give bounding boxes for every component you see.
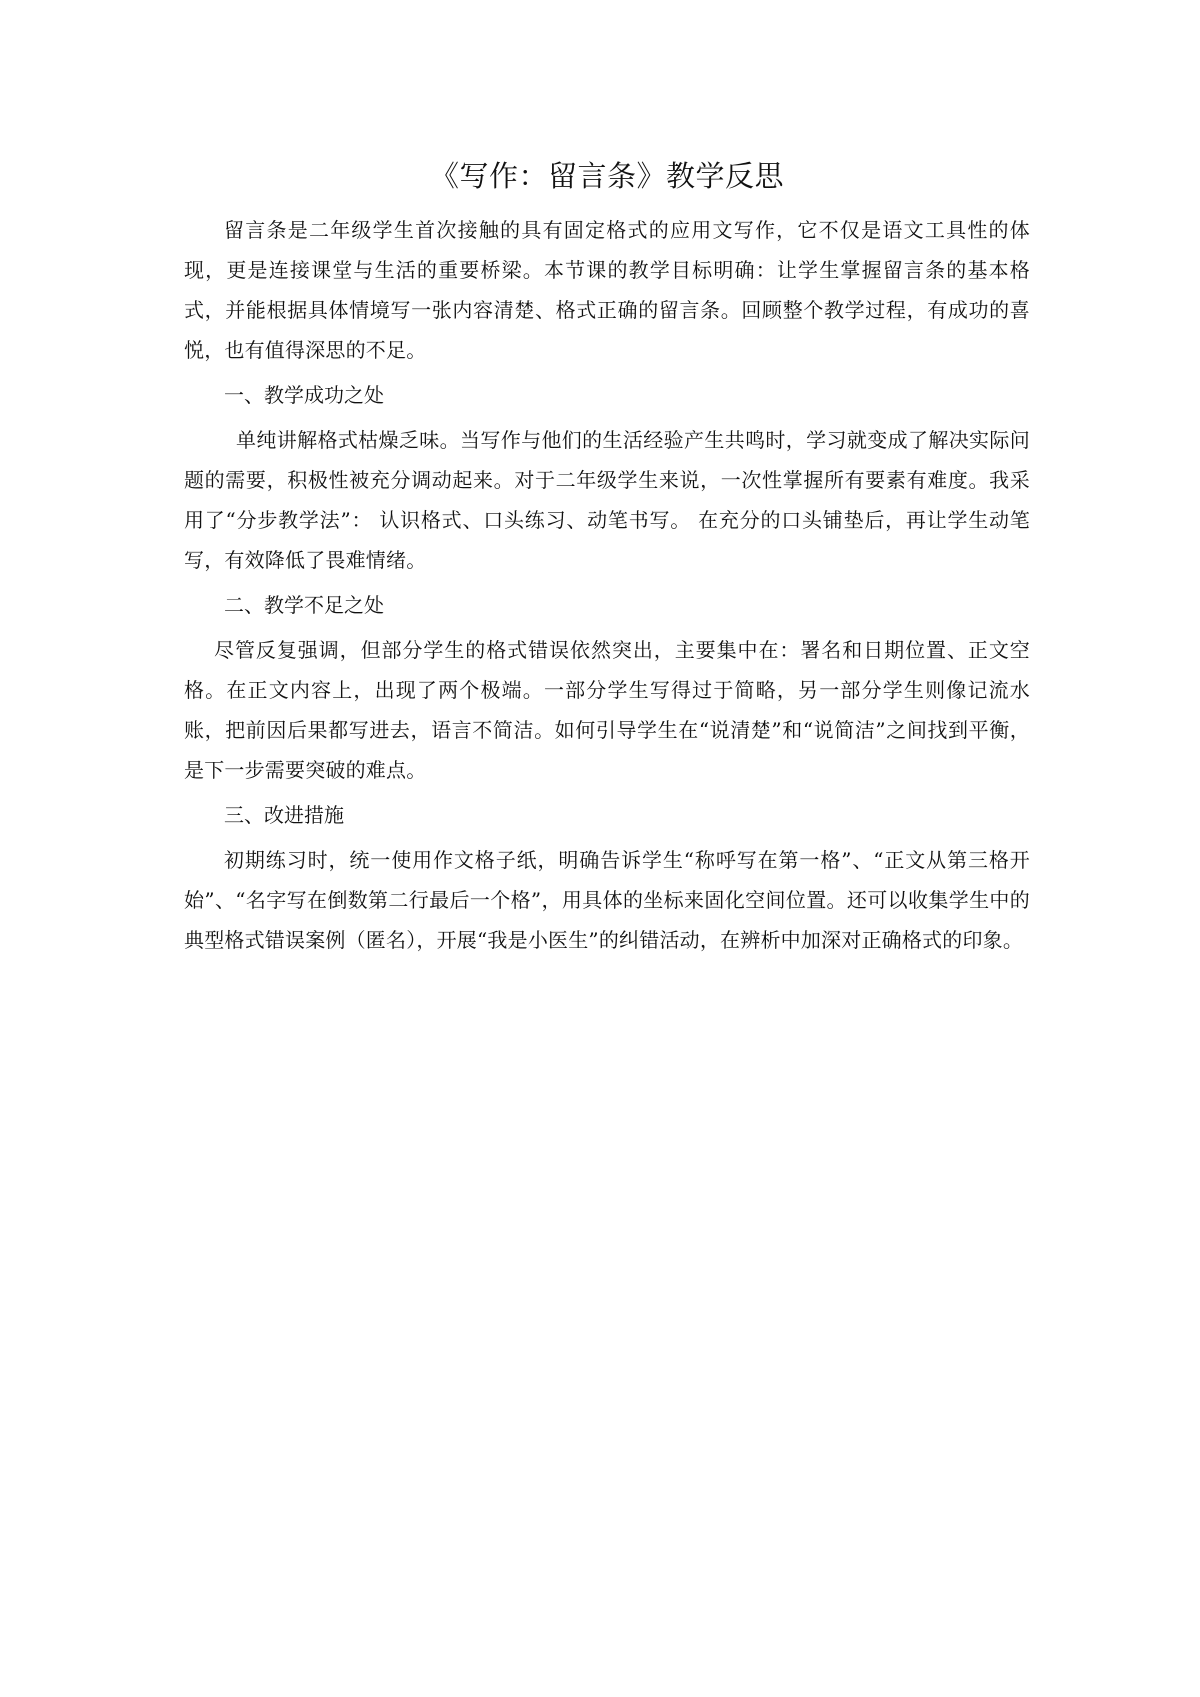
- section-heading-shortcomings: 二、教学不足之处: [224, 593, 384, 617]
- intro-paragraph: 留言条是二年级学生首次接触的具有固定格式的应用文写作，它不仅是语文工具性的体现，更是连接课堂与生活的重要桥梁。本节课的教学目标明确：让学生掌握留言条的基本格式，并能根据具体情境写一张内容清楚、格式正确的留言条。回顾整个教学过程，有成功的喜悦，也有值得深思的不足。: [184, 218, 1030, 362]
- section-heading-success: 一、教学成功之处: [224, 383, 384, 407]
- document-title: 《写作：留言条》教学反思: [429, 159, 784, 193]
- document-body: [184, 210, 1030, 960]
- section-heading-improvements: 三、改进措施: [224, 803, 344, 827]
- section-text-shortcomings: 尽管反复强调，但部分学生的格式错误依然突出，主要集中在：署名和日期位置、正文空格。在正文内容上，出现了两个极端。一部分学生写得过于简略，另一部分学生则像记流水账，把前因后果都写进去，语言不简洁。如何引导学生在“说清楚”和“说简洁”之间找到平衡，是下一步需要突破的难点。: [184, 638, 1030, 782]
- section-text-success: 单纯讲解格式枯燥乏味。当写作与他们的生活经验产生共鸣时，学习就变成了解决实际问题的需要，积极性被充分调动起来。对于二年级学生来说，一次性掌握所有要素有难度。我采用了“分步教学法”： 认识格式、口头练习、动笔书写。 在充分的口头铺垫后，再让学生动笔写，有效降低了畏难情绪。: [184, 428, 1030, 572]
- section-text-improvements: 初期练习时，统一使用作文格子纸，明确告诉学生“称呼写在第一格”、“正文从第三格开始”、“名字写在倒数第二行最后一个格”，用具体的坐标来固化空间位置。还可以收集学生中的典型格式错误案例（匿名），开展“我是小医生”的纠错活动，在辨析中加深对正确格式的印象。: [184, 848, 1030, 952]
